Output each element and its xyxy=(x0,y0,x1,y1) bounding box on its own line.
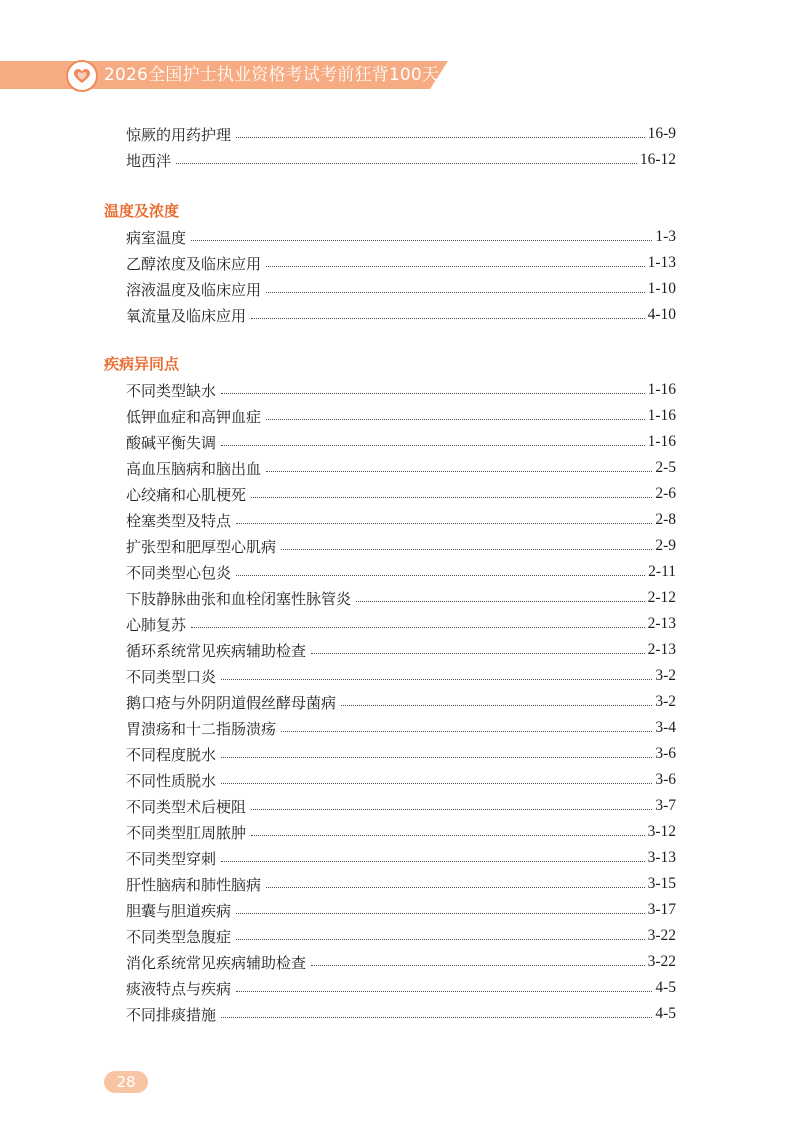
toc-entry-page: 3-7 xyxy=(655,797,676,814)
toc-entry-label: 消化系统常见疾病辅助检查 xyxy=(126,953,307,972)
toc-entry-page: 3-12 xyxy=(647,823,676,840)
toc-entry-label: 氧流量及临床应用 xyxy=(126,306,247,325)
toc-entry[interactable] xyxy=(126,637,676,663)
toc-entry[interactable] xyxy=(126,689,676,715)
dot-leader xyxy=(221,679,652,680)
toc-entry-label: 不同类型心包炎 xyxy=(126,563,232,582)
toc-entry[interactable] xyxy=(126,741,676,767)
toc-entry[interactable] xyxy=(126,276,676,302)
header-title: 2026全国护士执业资格考试考前狂背100天 xyxy=(104,65,440,85)
toc-entry[interactable] xyxy=(126,845,676,871)
dot-leader xyxy=(251,318,645,319)
toc-entry[interactable] xyxy=(126,949,676,975)
toc-entry-page: 2-12 xyxy=(647,589,676,606)
toc-entry-label: 胆囊与胆道疾病 xyxy=(126,901,232,920)
dot-leader xyxy=(176,163,637,164)
toc-entry-page: 4-5 xyxy=(655,979,676,996)
toc-entry-page: 3-22 xyxy=(647,927,676,944)
toc-entry-label: 不同类型穿刺 xyxy=(126,849,217,868)
dot-leader xyxy=(251,497,652,498)
toc-entry-page: 3-15 xyxy=(647,875,676,892)
toc-entry-label: 地西泮 xyxy=(126,151,172,170)
dot-leader xyxy=(266,887,645,888)
toc-entry-page: 3-6 xyxy=(655,745,676,762)
toc-entry-page: 2-5 xyxy=(655,459,676,476)
toc-entry-page: 3-2 xyxy=(655,693,676,710)
toc-entry-label: 心绞痛和心肌梗死 xyxy=(126,485,247,504)
dot-leader xyxy=(236,991,652,992)
toc-entry[interactable] xyxy=(126,507,676,533)
toc-entry[interactable] xyxy=(126,975,676,1001)
toc-entry-page: 2-8 xyxy=(655,511,676,528)
dot-leader xyxy=(266,419,645,420)
dot-leader xyxy=(266,266,645,267)
toc-entry[interactable] xyxy=(126,559,676,585)
toc-entry[interactable] xyxy=(126,793,676,819)
dot-leader xyxy=(251,835,645,836)
toc-entry[interactable] xyxy=(126,429,676,455)
toc-entry-label: 鹅口疮与外阴阴道假丝酵母菌病 xyxy=(126,693,337,712)
dot-leader xyxy=(221,783,652,784)
toc-entry[interactable] xyxy=(126,250,676,276)
toc-entry[interactable] xyxy=(126,403,676,429)
toc-entry-page: 2-13 xyxy=(647,641,676,658)
toc-entry-label: 溶液温度及临床应用 xyxy=(126,280,262,299)
toc-entry-label: 肝性脑病和肺性脑病 xyxy=(126,875,262,894)
toc-entry-label: 乙醇浓度及临床应用 xyxy=(126,254,262,273)
toc-entry-page: 1-16 xyxy=(647,407,676,424)
section-title: 疾病异同点 xyxy=(104,355,180,373)
toc-entry-page: 16-12 xyxy=(639,151,676,168)
toc-entry[interactable] xyxy=(126,481,676,507)
toc-entry[interactable] xyxy=(126,455,676,481)
toc-entry-label: 不同类型口炎 xyxy=(126,667,217,686)
toc-entry[interactable] xyxy=(126,533,676,559)
toc-entry-label: 酸碱平衡失调 xyxy=(126,433,217,452)
toc-entry-page: 1-16 xyxy=(647,381,676,398)
toc-entry-label: 扩张型和肥厚型心肌病 xyxy=(126,537,277,556)
dot-leader xyxy=(266,471,652,472)
dot-leader xyxy=(221,861,645,862)
dot-leader xyxy=(281,549,652,550)
toc-entry-page: 1-3 xyxy=(655,228,676,245)
dot-leader xyxy=(191,240,652,241)
toc-entry[interactable] xyxy=(126,897,676,923)
toc-entry-page: 3-13 xyxy=(647,849,676,866)
toc-entry-page: 3-2 xyxy=(655,667,676,684)
toc-entry-label: 下肢静脉曲张和血栓闭塞性脉管炎 xyxy=(126,589,352,608)
toc-entry[interactable] xyxy=(126,224,676,250)
dot-leader xyxy=(221,1017,652,1018)
toc-entry-label: 不同性质脱水 xyxy=(126,771,217,790)
dot-leader xyxy=(236,137,645,138)
toc-entry[interactable] xyxy=(126,611,676,637)
toc-entry-page: 4-10 xyxy=(647,306,676,323)
toc-entry[interactable] xyxy=(126,715,676,741)
dot-leader xyxy=(311,653,645,654)
toc-entry-page: 1-13 xyxy=(647,254,676,271)
toc-entry-page: 1-16 xyxy=(647,433,676,450)
toc-entry[interactable] xyxy=(126,377,676,403)
toc-entry-label: 痰液特点与疾病 xyxy=(126,979,232,998)
toc-entry-page: 2-9 xyxy=(655,537,676,554)
toc-entry-label: 病室温度 xyxy=(126,228,187,247)
dot-leader xyxy=(251,809,652,810)
dot-leader xyxy=(266,292,645,293)
toc-entry-page: 3-4 xyxy=(655,719,676,736)
dot-leader xyxy=(356,601,645,602)
toc-entry[interactable] xyxy=(126,663,676,689)
toc-entry-page: 2-6 xyxy=(655,485,676,502)
toc-entry-label: 循环系统常见疾病辅助检查 xyxy=(126,641,307,660)
dot-leader xyxy=(236,913,645,914)
dot-leader xyxy=(221,393,645,394)
toc-entry[interactable] xyxy=(126,1001,676,1027)
heart-badge-icon xyxy=(66,60,98,92)
dot-leader xyxy=(236,523,652,524)
toc-entry[interactable] xyxy=(126,871,676,897)
dot-leader xyxy=(191,627,645,628)
dot-leader xyxy=(221,445,645,446)
toc-entry-label: 不同类型术后梗阻 xyxy=(126,797,247,816)
toc-entry-label: 不同类型肛周脓肿 xyxy=(126,823,247,842)
toc-entry-page: 3-22 xyxy=(647,953,676,970)
toc-entry[interactable] xyxy=(126,585,676,611)
section-title: 温度及浓度 xyxy=(104,202,180,220)
dot-leader xyxy=(236,575,645,576)
toc-entry[interactable] xyxy=(126,302,676,328)
toc-entry-page: 2-13 xyxy=(647,615,676,632)
toc-entry-label: 栓塞类型及特点 xyxy=(126,511,232,530)
toc-entry-label: 不同排痰措施 xyxy=(126,1005,217,1024)
dot-leader xyxy=(281,731,652,732)
toc-entry[interactable] xyxy=(126,923,676,949)
toc-entry[interactable] xyxy=(126,819,676,845)
toc-entry-page: 2-11 xyxy=(648,563,676,580)
dot-leader xyxy=(311,965,645,966)
toc-entry-page: 4-5 xyxy=(655,1005,676,1022)
dot-leader xyxy=(341,705,652,706)
toc-entry-label: 惊厥的用药护理 xyxy=(126,125,232,144)
dot-leader xyxy=(221,757,652,758)
toc-entry-label: 不同类型缺水 xyxy=(126,381,217,400)
toc-entry-label: 不同程度脱水 xyxy=(126,745,217,764)
dot-leader xyxy=(236,939,645,940)
toc-entry-label: 低钾血症和高钾血症 xyxy=(126,407,262,426)
toc-entry-page: 16-9 xyxy=(647,125,676,142)
toc-entry[interactable] xyxy=(126,767,676,793)
toc-entry[interactable] xyxy=(126,121,676,147)
toc-entry-label: 胃溃疡和十二指肠溃疡 xyxy=(126,719,277,738)
toc-entry-label: 心肺复苏 xyxy=(126,615,187,634)
toc-entry-label: 不同类型急腹症 xyxy=(126,927,232,946)
page-number: 28 xyxy=(104,1071,148,1093)
toc-entry-page: 3-6 xyxy=(655,771,676,788)
toc-entry-page: 1-10 xyxy=(647,280,676,297)
toc-entry-page: 3-17 xyxy=(647,901,676,918)
toc-entry[interactable] xyxy=(126,147,676,173)
toc-entry-label: 高血压脑病和脑出血 xyxy=(126,459,262,478)
